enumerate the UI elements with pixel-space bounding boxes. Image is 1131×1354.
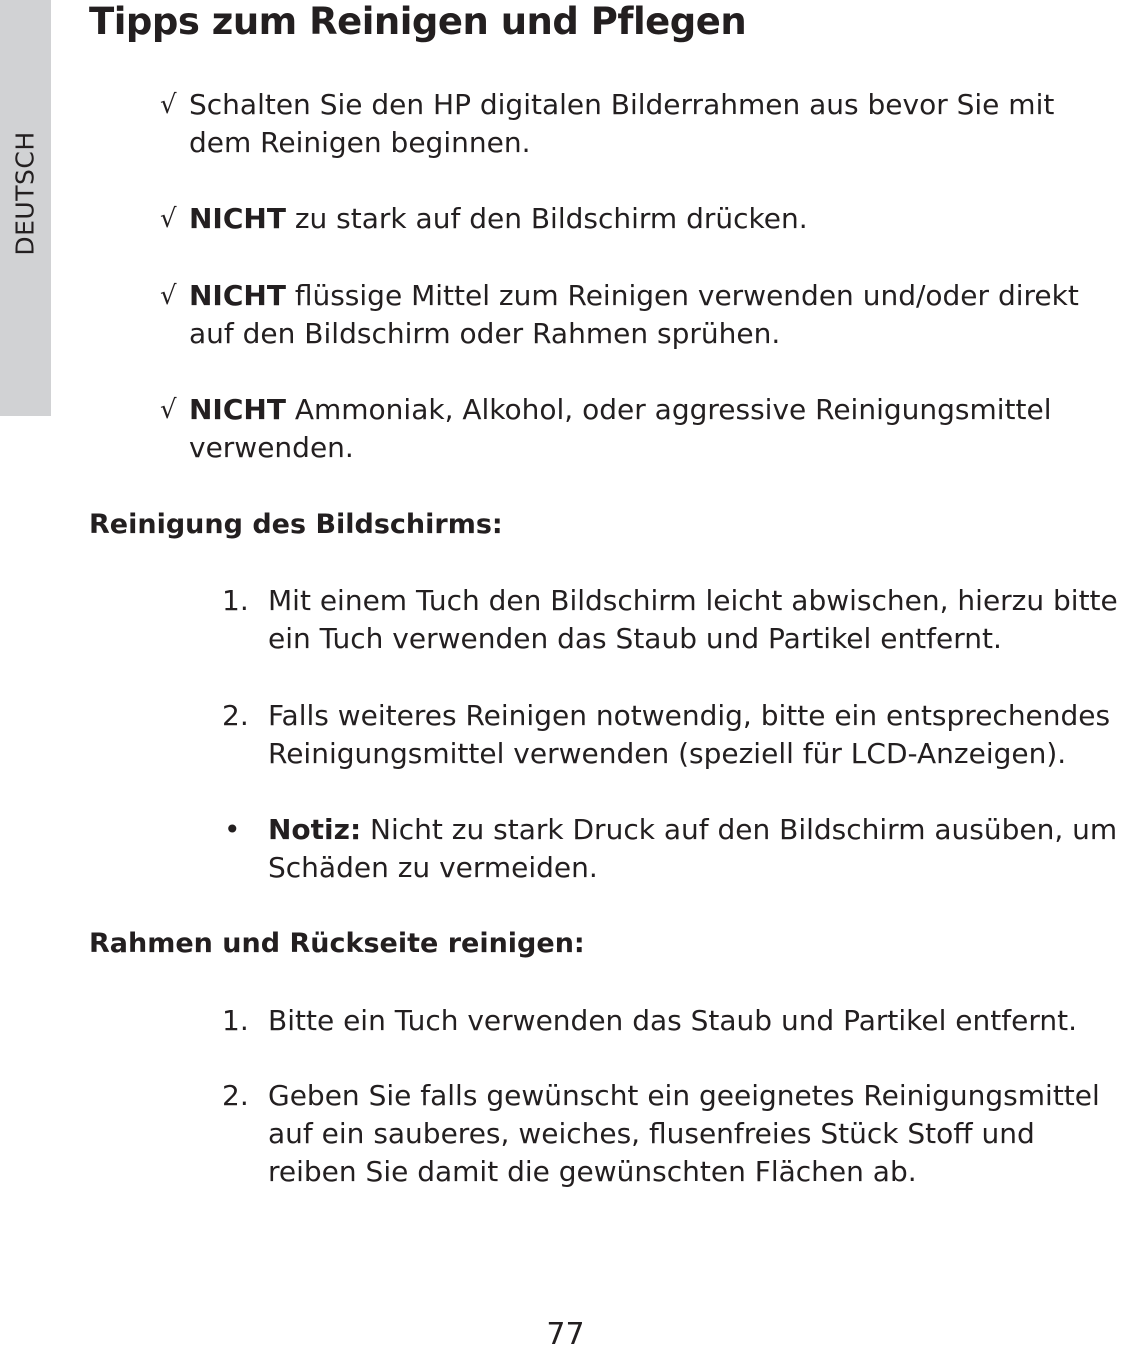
page-number: 77 [546,1317,585,1352]
step-text: Mit einem Tuch den Bildschirm leicht abwischen, hierzu bitte ein Tuch verwenden das Staub und Partikel entfernt. [268,584,1118,655]
tip-text: Schalten Sie den HP digitalen Bilderrahmen aus bevor Sie mit dem Reinigen beginnen. [189,88,1055,159]
screen-section-heading: Reinigung des Bildschirms: [89,509,503,540]
tip-text: NICHT flüssige Mittel zum Reinigen verwenden und/oder direkt auf den Bildschirm oder Rahmen sprühen. [189,279,1079,350]
step-text: Bitte ein Tuch verwenden das Staub und Partikel entfernt. [268,1004,1077,1037]
note-text: Notiz: Nicht zu stark Druck auf den Bildschirm ausüben, um Schäden zu vermeiden. [268,813,1118,884]
bullet-icon: • [224,813,241,846]
step-number: 1. [222,584,249,617]
check-icon: √ [160,281,177,311]
check-icon: √ [160,395,177,425]
step-number: 2. [222,699,249,732]
language-tab-label: DEUTSCH [11,130,40,256]
page-title: Tipps zum Reinigen und Pflegen [89,0,747,43]
step-text: Falls weiteres Reinigen notwendig, bitte ein entsprechendes Reinigungsmittel verwenden (speziell für LCD-Anzeigen). [268,699,1111,770]
tip-text: NICHT zu stark auf den Bildschirm drücken. [189,202,808,235]
step-number: 2. [222,1079,249,1112]
step-number: 1. [222,1004,249,1037]
frame-section-heading: Rahmen und Rückseite reinigen: [89,928,585,959]
step-text: Geben Sie falls gewünscht ein geeignetes Reinigungsmittel auf ein sauberes, weiches, flusenfreies Stück Stoff und reiben Sie damit die gewünschten Flächen ab. [268,1079,1100,1188]
check-icon: √ [160,90,177,120]
tip-text: NICHT Ammoniak, Alkohol, oder aggressive Reinigungsmittel verwenden. [189,393,1052,464]
check-icon: √ [160,204,177,234]
